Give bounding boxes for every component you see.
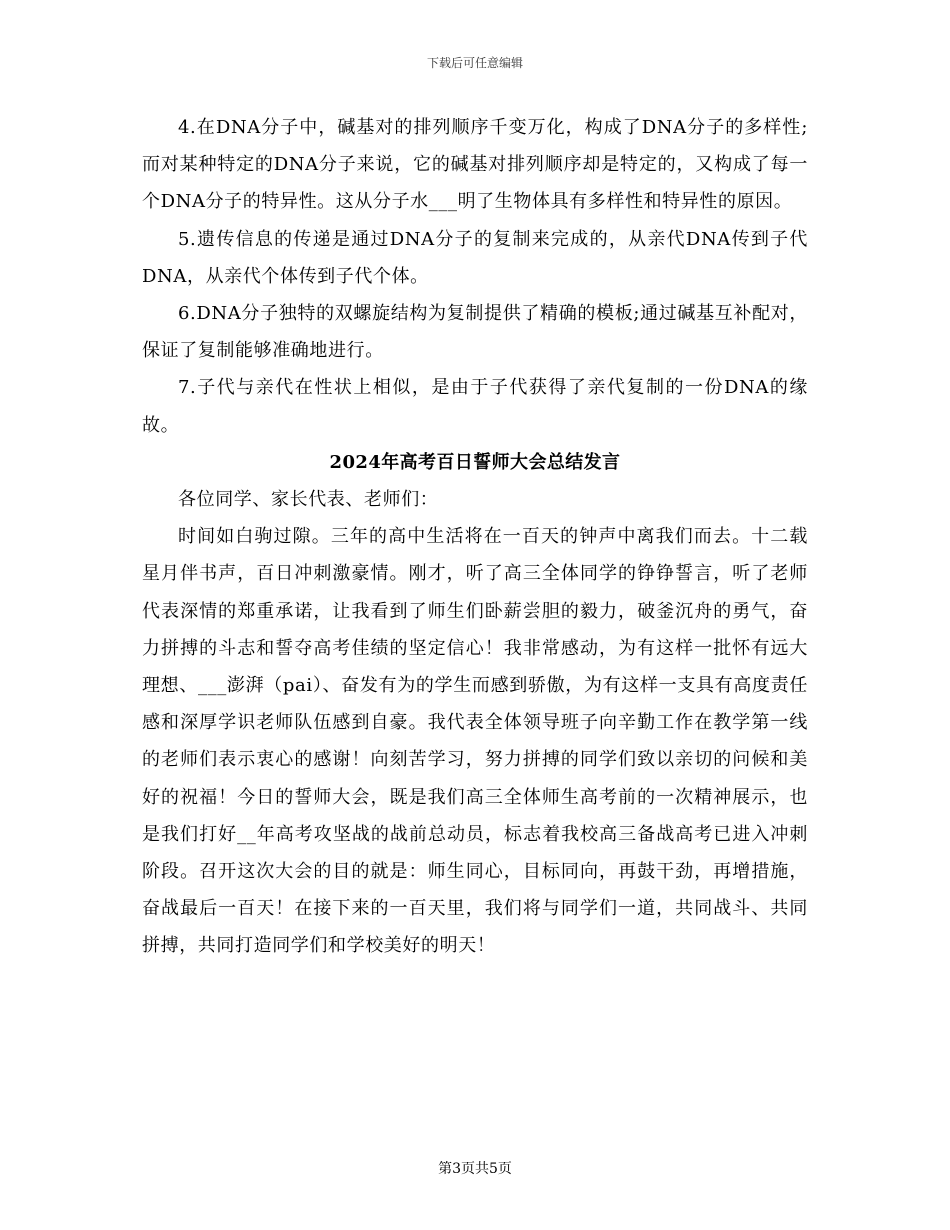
paragraph-6: 6.DNA分子独特的双螺旋结构为复制提供了精确的模板;通过碱基互补配对，保证了复制能够准确地进行。 <box>142 303 808 362</box>
paragraph-5: 5.遗传信息的传递是通过DNA分子的复制来完成的，从亲代DNA传到子代DNA，从亲代个体传到子代个体。 <box>142 228 808 287</box>
speech-body: 时间如白驹过隙。三年的高中生活将在一百天的钟声中离我们而去。十二载星月伴书声，百日冲刺激豪情。刚才，听了高三全体同学的铮铮誓言，听了老师代表深情的郑重承诺，让我看到了师生们卧薪尝胆的毅力，破釜沉舟的勇气，奋力拼搏的斗志和誓夺高考佳绩的坚定信心！我非常感动，为有这样一批怀有远大理想、___澎湃（pai）、奋发有为的学生而感到骄傲，为有这样一支具有高度责任感和深厚学识老师队伍感到自豪。我代表全体领导班子向辛勤工作在教学第一线的老师们表示衷心的感谢！向刻苦学习，努力拼搏的同学们致以亲切的问候和美好的祝福！今日的誓师大会，既是我们高三全体师生高考前的一次精神展示，也是我们打好__年高考攻坚战的战前总动员，标志着我校高三备战高考已进入冲刺阶段。召开这次大会的目的就是：师生同心，目标同向，再鼓干劲，再增措施，奋战最后一百天！在接下来的一百天里，我们将与同学们一道，共同战斗、共同拼搏，共同打造同学们和学校美好的明天！ <box>142 526 808 957</box>
document-body <box>142 109 808 965</box>
paragraph-4: 4.在DNA分子中，碱基对的排列顺序千变万化，构成了DNA分子的多样性;而对某种特定的DNA分子来说，它的碱基对排列顺序却是特定的，又构成了每一个DNA分子的特异性。这从分子水___明了生物体具有多样性和特异性的原因。 <box>142 117 808 213</box>
salutation: 各位同学、家长代表、老师们： <box>178 489 439 511</box>
speech-title: 2024年高考百日誓师大会总结发言 <box>329 451 621 473</box>
paragraph-7: 7.子代与亲代在性状上相似，是由于子代获得了亲代复制的一份DNA的缘故。 <box>142 377 808 436</box>
page-header-note: 下载后可任意编辑 <box>426 56 523 70</box>
page-number: 第3页共5页 <box>438 1161 512 1177</box>
